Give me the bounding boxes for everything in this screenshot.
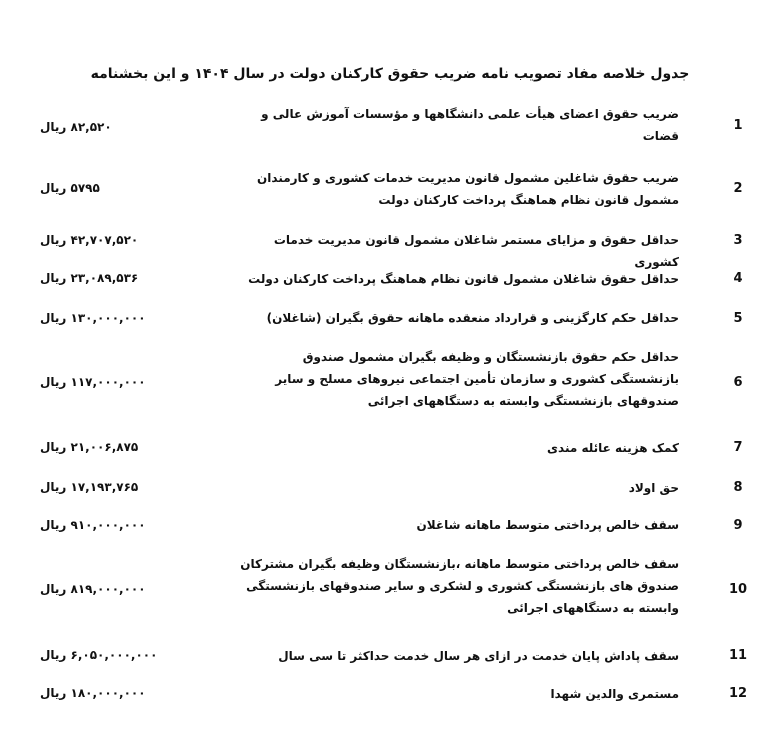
row-8-description: حق اولاد	[628, 481, 679, 495]
row-10-description: سقف خالص پرداختی متوسط ماهانه ،بازنشستگان وظیفه بگیران مشترکان صندوق های بازنشستگی کشوری و لشکری و سایر صندوقهای بازنشستگی وابسته به دستگاههای اجرائی	[240, 557, 679, 615]
row-2-description: ضریب حقوق شاغلین مشمول قانون مدیریت خدمات کشوری و کارمندان مشمول قانون نظام هماهنگ پرداخت کارکنان دولت	[257, 171, 679, 207]
row-6-number: 6	[733, 375, 743, 390]
row-10-number: 10	[728, 582, 748, 597]
row-12-amount: ۱۸۰,۰۰۰,۰۰۰ ریال	[40, 686, 146, 700]
row-4-number: 4	[733, 271, 743, 286]
row-4-amount: ۲۳,۰۸۹,۵۳۶ ریال	[40, 271, 139, 285]
row-7-amount: ۲۱,۰۰۶,۸۷۵ ریال	[40, 440, 139, 454]
row-5-number: 5	[733, 311, 743, 326]
row-8-amount: ۱۷,۱۹۳,۷۶۵ ریال	[40, 480, 139, 494]
row-9-amount: ۹۱۰,۰۰۰,۰۰۰ ریال	[40, 518, 146, 532]
row-9-description: سقف خالص پرداختی متوسط ماهانه شاغلان	[416, 518, 679, 532]
row-7-number: 7	[733, 440, 743, 455]
row-6-amount: ۱۱۷,۰۰۰,۰۰۰ ریال	[40, 375, 146, 389]
row-11-amount: ۶,۰۵۰,۰۰۰,۰۰۰ ریال	[40, 648, 158, 662]
row-9-number: 9	[733, 518, 743, 533]
row-12-description: مستمری والدین شهدا	[550, 687, 679, 701]
row-4-description: حداقل حقوق شاغلان مشمول قانون نظام هماهنگ پرداخت کارکنان دولت	[248, 272, 679, 286]
row-12-number: 12	[728, 686, 748, 701]
row-1-amount: ۸۲,۵۲۰ ریال	[40, 120, 112, 134]
row-5-amount: ۱۳۰,۰۰۰,۰۰۰ ریال	[40, 311, 146, 325]
row-3-number: 3	[733, 233, 743, 248]
row-2-number: 2	[733, 181, 743, 196]
row-11-number: 11	[728, 648, 748, 663]
row-2-amount: ۵۷۹۵ ریال	[40, 181, 100, 195]
row-7-description: کمک هزینه عائله مندی	[547, 441, 679, 455]
row-3-description: حداقل حقوق و مزایای مستمر شاغلان مشمول قانون مدیریت خدمات کشوری	[273, 233, 679, 269]
row-10-amount: ۸۱۹,۰۰۰,۰۰۰ ریال	[40, 582, 146, 596]
row-1-number: 1	[733, 118, 743, 133]
row-6-description: حداقل حکم حقوق بازنشستگان و وظیفه بگیران مشمول صندوق بازنشستگی کشوری و سازمان تأمین اجتماعی نیروهای مسلح و سایر صندوقهای بازنشستگی وابسته به دستگاههای اجرائی	[275, 350, 679, 408]
row-11-description: سقف پاداش پایان خدمت در ازای هر سال خدمت حداکثر تا سی سال	[278, 649, 679, 663]
row-8-number: 8	[733, 480, 743, 495]
row-5-description: حداقل حکم کارگزینی و قرارداد منعقده ماهانه حقوق بگیران (شاغلان)	[266, 311, 679, 325]
row-1-description: ضریب حقوق اعضای هیأت علمی دانشگاهها و مؤسسات آموزش عالی و قضات	[261, 107, 679, 143]
row-3-amount: ۴۲,۷۰۷,۵۲۰ ریال	[40, 233, 139, 247]
document-title: جدول خلاصه مفاد تصویب نامه ضریب حقوق کارکنان دولت در سال ۱۴۰۴ و این بخشنامه	[90, 66, 690, 82]
